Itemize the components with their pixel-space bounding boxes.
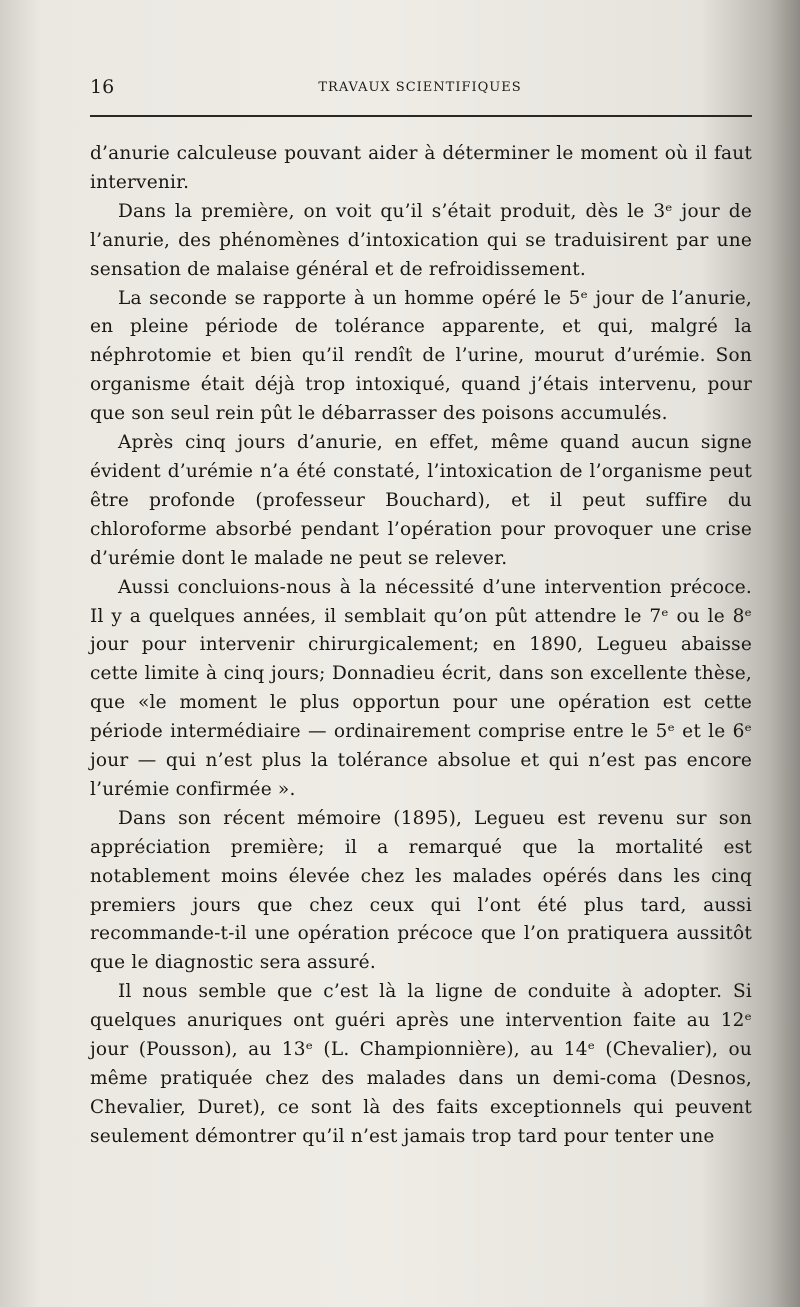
paragraph: Après cinq jours d’anurie, en effet, même quand aucun signe évident d’urémie n’a été constaté, l’intoxication de l’organisme peut être profonde (professeur Bouchard), et il peut suffire du chloroforme absorbé pendant l’opération pour provoquer une crise d’urémie dont le malade ne peut se relever. — [90, 432, 752, 569]
body-text — [90, 140, 752, 1152]
paragraph: Aussi concluions-nous à la nécessité d’une intervention précoce. Il y a quelques années, il semblait qu’on pût attendre le 7ᵉ ou le 8ᵉ jour pour intervenir chirurgicalement; en 1890, Legueu abaisse cette limite à cinq jours; Donnadieu écrit, dans son excellente thèse, que «le moment le plus opportun pour une opération est cette période intermédiaire — ordinairement comprise entre le 5ᵉ et le 6ᵉ jour — qui n’est plus la tolérance absolue et qui n’est pas encore l’urémie confirmée ». — [90, 576, 752, 800]
page-header — [90, 76, 750, 100]
page-number: 16 — [90, 76, 115, 98]
paragraph: Il nous semble que c’est là la ligne de conduite à adopter. Si quelques anuriques ont guéri après une intervention faite au 12ᵉ jour (Pousson), au 13ᵉ (L. Championnière), au 14ᵉ (Chevalier), ou même pratiquée chez des malades dans un demi-coma (Desnos, Chevalier, Duret), ce sont là des faits exceptionnels qui peuvent seulement démontrer qu’il n’est jamais trop tard pour tenter une — [90, 981, 752, 1147]
paragraph: La seconde se rapporte à un homme opéré le 5ᵉ jour de l’anurie, en pleine période de tolérance apparente, et qui, malgré la néphrotomie et bien qu’il rendît de l’urine, mourut d’urémie. Son organisme était déjà trop intoxiqué, quand j’étais intervenu, pour que son seul rein pût le débarrasser des poisons accumulés. — [90, 287, 752, 425]
running-title: TRAVAUX SCIENTIFIQUES — [318, 80, 522, 95]
paragraph: d’anurie calculeuse pouvant aider à déterminer le moment où il faut intervenir. — [90, 143, 752, 193]
header-rule — [90, 115, 752, 117]
paragraph: Dans son récent mémoire (1895), Legueu est revenu sur son appréciation première; il a remarqué que la mortalité est notablement moins élevée chez les malades opérés dans les cinq premiers jours que chez ceux qui l’ont été plus tard, aussi recommande-t-il une opération précoce que l’on pratiquera aussitôt que le diagnostic sera assuré. — [90, 807, 752, 974]
paragraph: Dans la première, on voit qu’il s’était produit, dès le 3ᵉ jour de l’anurie, des phénomènes d’intoxication qui se traduisirent par une sensation de malaise général et de refroidissement. — [90, 200, 752, 280]
